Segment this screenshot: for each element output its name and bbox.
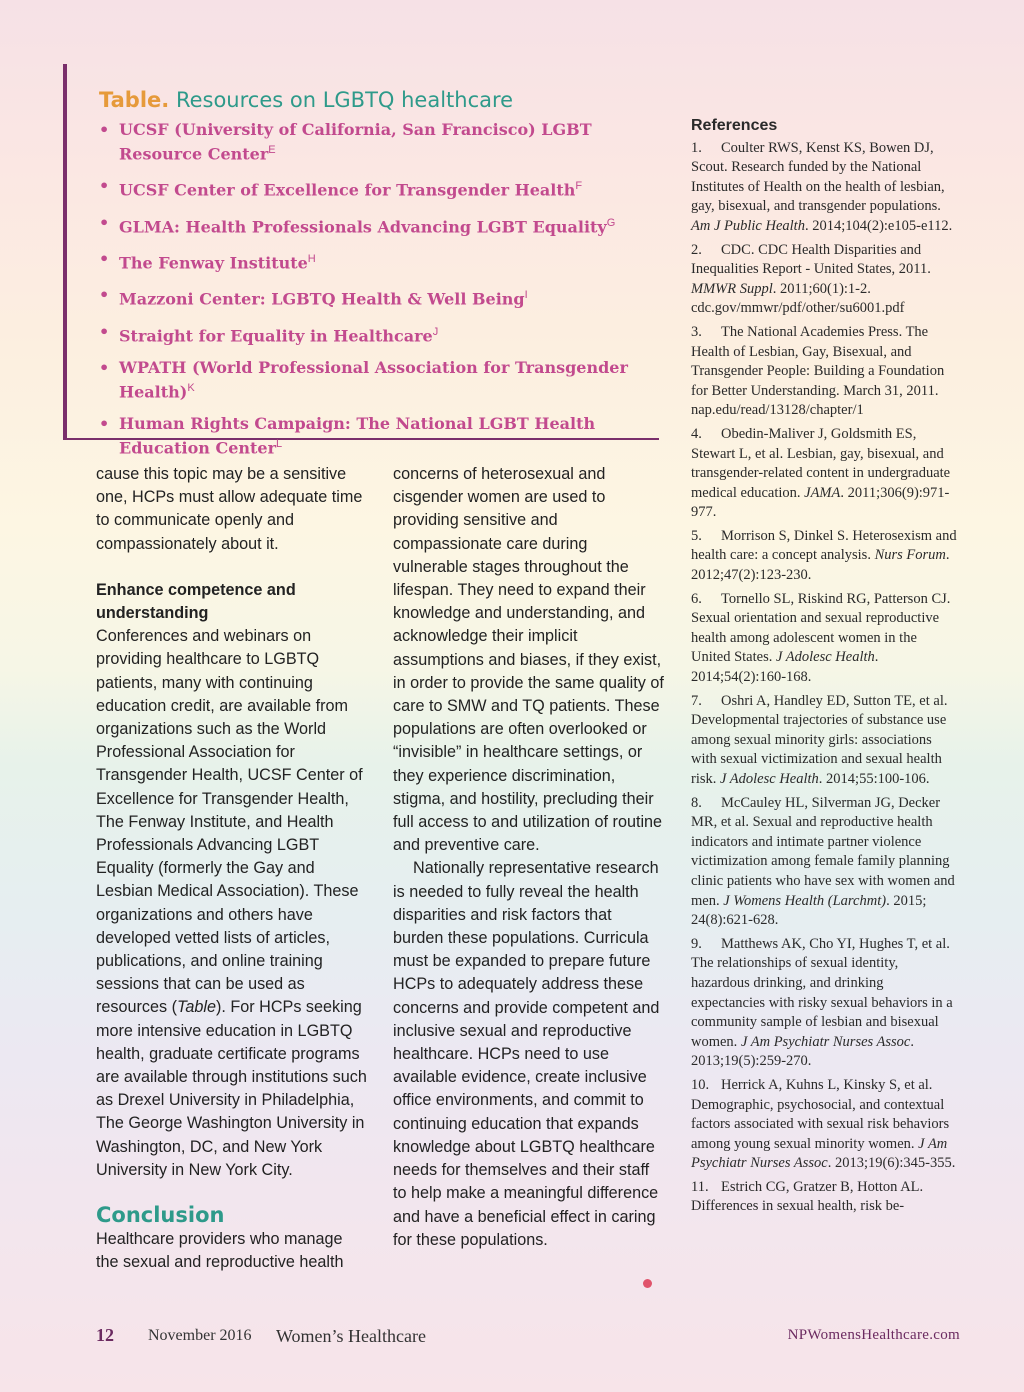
reference-item: 2. CDC. CDC Health Disparities and Inequalities Report - United States, 2011. MMWR Suppl. 2011;60(1):1-2. cdc.gov/mmwr/pdf/other/su6001.pdf	[691, 241, 931, 317]
resource-item: • UCSF (University of California, San Francisco) LGBT Resource Center$^E$	[99, 120, 592, 164]
resource-item: • Mazzoni Center: LGBTQ Health & Well Being$^I$	[99, 285, 528, 309]
reference-item: 7. Oshri A, Handley ED, Sutton TE, et al. Developmental trajectories of substance use among sexual minority girls: associations with sexual victimization and sexual health risk. J Adolesc Health. 2014;55:100-106.	[691, 692, 948, 787]
bullet-icon: •	[99, 120, 110, 139]
body-column-2	[393, 463, 665, 1252]
reference-item: 9. Matthews AK, Cho YI, Hughes T, et al. The relationships of sexual identity, hazardous drinking, and drinking expectancies with risky sexual behaviors in a community sample of lesbian and bisexual women. J Am Psychiatr Nurses Assoc. 2013;19(5):259-270.	[691, 935, 953, 1070]
bullet-icon: •	[99, 212, 110, 232]
reference-item: 11. Estrich CG, Gratzer B, Hotton AL. Differences in sexual health, risk be-	[691, 1178, 924, 1215]
resource-item: • GLMA: Health Professionals Advancing LGBT Equality$^G$	[99, 212, 616, 236]
reference-item: 8. McCauley HL, Silverman JG, Decker MR, et al. Sexual and reproductive health indicators and intimate partner violence victimization among female family planning clinic patients who have sex with women and men. J Womens Health (Larchmt). 2015; 24(8):621-628.	[691, 794, 955, 929]
bullet-icon: •	[99, 176, 110, 196]
end-of-article-dot-icon	[643, 1279, 652, 1288]
paragraph: concerns of heterosexual and cisgender women are used to providing sensitive and compassionate care during vulnerable stages throughout the lifespan. They need to expand their knowledge and understanding, and acknowledge their implicit assumptions and biases, if they exist, in order to provide the same quality of care to SMW and TQ patients. These populations are often overlooked or “invisible” in healthcare settings, or they experience discrimination, stigma, and hostility, precluding their full access to and utilization of routine and preventive care.	[393, 465, 664, 855]
resource-item: • Straight for Equality in Healthcare$^J$	[99, 321, 439, 345]
resources-table-box	[63, 64, 659, 458]
references-column	[691, 116, 959, 1221]
page-footer	[96, 1325, 960, 1349]
table-title	[99, 88, 513, 112]
bullet-icon: •	[99, 414, 110, 434]
resource-item: • UCSF Center of Excellence for Transgender Health$^F$	[99, 176, 583, 200]
reference-item: 3. The National Academies Press. The Health of Lesbian, Gay, Bisexual, and Transgender People: Building a Foundation for Better Understanding. March 31, 2011. nap.edu/read/13128/chapter/1	[691, 323, 945, 419]
page-number: 12	[96, 1325, 114, 1345]
bullet-icon: •	[99, 357, 110, 377]
bullet-icon: •	[99, 285, 110, 305]
table-label: Table.	[99, 88, 170, 112]
resource-item: • WPATH (World Professional Association for Transgender Health)$^K$	[99, 357, 628, 402]
body-column-1	[96, 463, 368, 1275]
website-link[interactable]: NPWomensHealthcare.com	[787, 1327, 960, 1343]
issue-date: November 2016	[148, 1327, 252, 1344]
conclusion-heading: Conclusion	[96, 1203, 225, 1228]
reference-item: 5. Morrison S, Dinkel S. Heterosexism and health care: a concept analysis. Nurs Forum. 2012;47(2):123-230.	[691, 527, 957, 584]
resource-item: • Human Rights Campaign: The National LGBT Health Education Center$^L$	[99, 414, 596, 458]
reference-item: 6. Tornello SL, Riskind RG, Patterson CJ. Sexual orientation and sexual reproductive health among adolescent women in the United States. J Adolesc Health. 2014;54(2):160-168.	[691, 590, 951, 686]
reference-item: 1. Coulter RWS, Kenst KS, Bowen DJ, Scout. Research funded by the National Institutes of Health on the health of lesbian, gay, bisexual, and transgender populations. Am J Public Health. 2014;104(2):e105-e112.	[691, 139, 953, 234]
paragraph: Conferences and webinars on providing healthcare to LGBTQ patients, many with continuing education credit, are available from organizations such as the World Professional Association for Transgender Health, UCSF Center of Excellence for Transgender Health, The Fenway Institute, and Health Professionals Advancing LGBT Equality (formerly the Gay and Lesbian Medical Association). These organizations and others have developed vetted lists of articles, publications, and online training sessions that can be used as resources (Table). For HCPs seeking more intensive education in LGBTQ health, graduate certificate programs are available through institutions such as Drexel University in Philadelphia, The George Washington University in Washington, DC, and New York University in New York City.	[96, 627, 367, 1179]
bullet-icon: •	[99, 248, 110, 268]
table-title-text: Resources on LGBTQ healthcare	[175, 88, 514, 112]
paragraph: cause this topic may be a sensitive one, HCPs must allow adequate time to communicate openly and compassionately about it.	[96, 465, 363, 553]
paragraph: Nationally representative research is needed to fully reveal the health disparities and risk factors that burden these populations. Curricula must be expanded to prepare future HCPs to adequately address these concerns and provide competent and inclusive sexual and reproductive healthcare. HCPs need to use available evidence, create inclusive office environments, and commit to continuing education that expands knowledge about LGBTQ healthcare needs for themselves and their staff to help make a meaningful difference and have a beneficial effect in caring for these populations.	[393, 859, 660, 1249]
references-heading: References	[691, 117, 778, 134]
paragraph: Healthcare providers who manage the sexual and reproductive health	[96, 1230, 344, 1272]
resource-list	[97, 120, 637, 471]
resource-item: • The Fenway Institute$^H$	[99, 248, 316, 273]
magazine-name: Women’s Healthcare	[276, 1326, 426, 1346]
reference-item: 4. Obedin-Maliver J, Goldsmith ES, Stewart L, et al. Lesbian, gay, bisexual, and transgender-related content in undergraduate medical education. JAMA. 2011;306(9):971-977.	[691, 425, 951, 521]
bullet-icon: •	[99, 321, 110, 341]
reference-item: 10. Herrick A, Kuhns L, Kinsky S, et al. Demographic, psychosocial, and contextual factors associated with sexual risk behaviors among young sexual minority women. J Am Psychiatr Nurses Assoc. 2013;19(6):345-355.	[691, 1076, 956, 1172]
section-subheading: Enhance competence and understanding	[96, 580, 296, 623]
reference-list	[691, 139, 959, 1217]
